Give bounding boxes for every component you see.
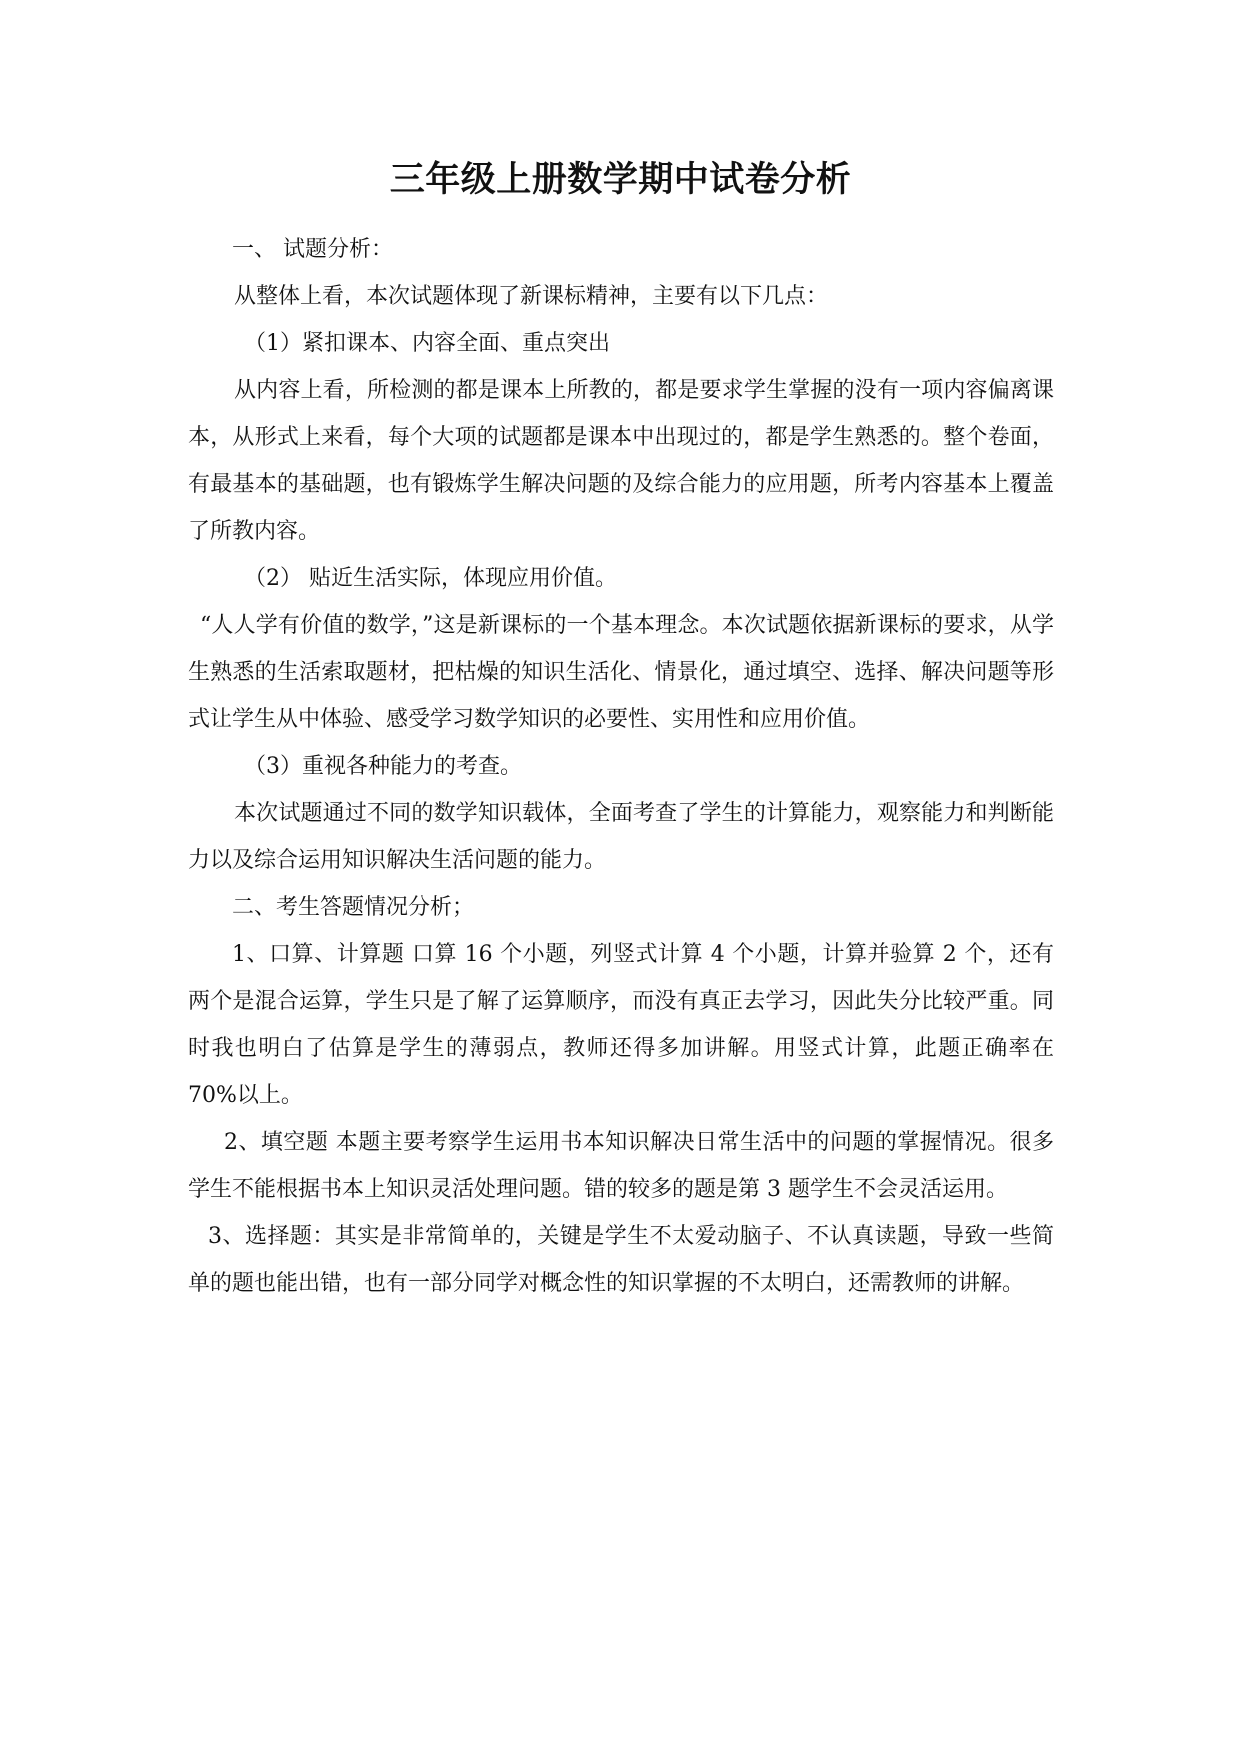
point-heading-1: （1）紧扣课本、内容全面、重点突出 <box>244 331 610 356</box>
point-body-1: 从内容上看，所检测的都是课本上所教的，都是要求学生掌握的没有一项内容偏离课本，从形式上来看，每个大项的试题都是课本中出现过的，都是学生熟悉的。整个卷面，有最基本的基础题，也有锻炼学生解决问题的及综合能力的应用题，所考内容基本上覆盖了所教内容。 <box>188 378 1054 544</box>
answer-item-1: 1、口算、计算题 口算 16 个小题，列竖式计算 4 个小题，计算并验算 2 个，还有两个是混合运算，学生只是了解了运算顺序，而没有真正去学习，因此失分比较严重。同时我也明白了估算是学生的薄弱点，教师还得多加讲解。用竖式计算，此题正确率在 70%以上。 <box>188 942 1054 1108</box>
section-heading-analysis: 一、 试题分析： <box>232 237 393 262</box>
section-heading-answers: 二、考生答题情况分析； <box>232 895 475 920</box>
answer-item-2: 2、填空题 本题主要考察学生运用书本知识解决日常生活中的问题的掌握情况。很多学生不能根据书本上知识灵活处理问题。错的较多的题是第 3 题学生不会灵活运用。 <box>188 1130 1054 1202</box>
point-body-2: “人人学有价值的数学，”这是新课标的一个基本理念。本次试题依据新课标的要求，从学生熟悉的生活索取题材，把枯燥的知识生活化、情景化，通过填空、选择、解决问题等形式让学生从中体验、感受学习数学知识的必要性、实用性和应用价值。 <box>188 613 1054 732</box>
point-heading-3: （3）重视各种能力的考查。 <box>244 754 522 779</box>
intro-paragraph: 从整体上看，本次试题体现了新课标精神，主要有以下几点： <box>234 284 829 309</box>
document-body <box>188 226 1054 1307</box>
document-title: 三年级上册数学期中试卷分析 <box>389 159 852 200</box>
answer-item-3: 3、选择题：其实是非常简单的，关键是学生不太爱动脑子、不认真读题，导致一些简单的题也能出错，也有一部分同学对概念性的知识掌握的不太明白，还需教师的讲解。 <box>188 1224 1054 1296</box>
point-body-3: 本次试题通过不同的数学知识载体，全面考查了学生的计算能力，观察能力和判断能力以及综合运用知识解决生活问题的能力。 <box>188 801 1054 873</box>
point-heading-2: （2） 贴近生活实际，体现应用价值。 <box>244 566 617 591</box>
